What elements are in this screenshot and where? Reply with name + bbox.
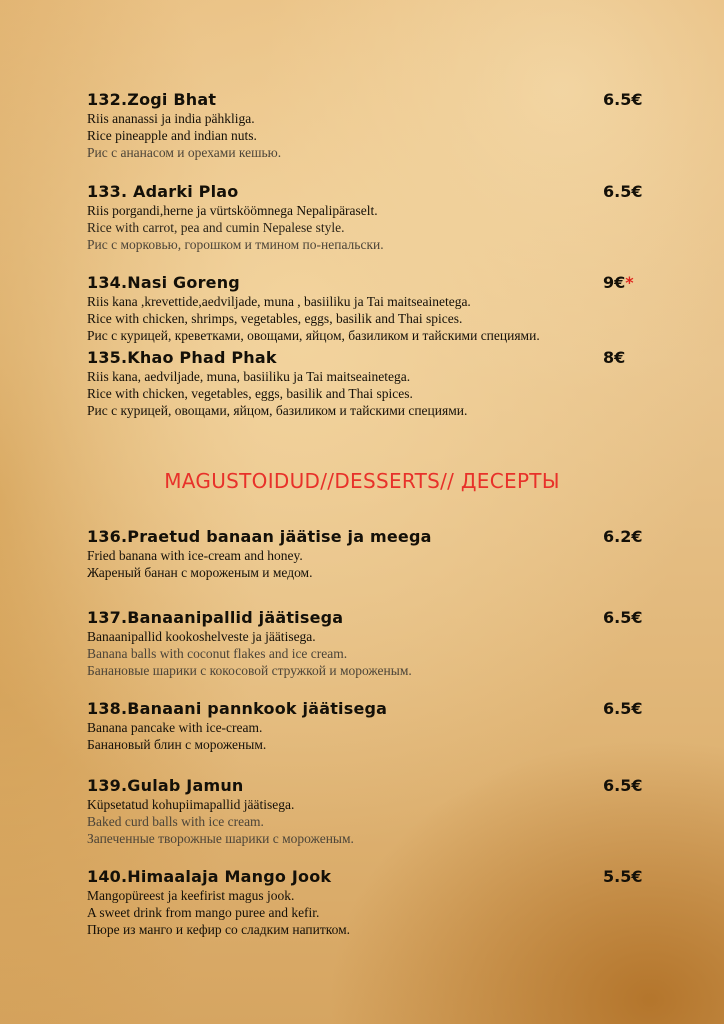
price-asterisk: * [625,273,634,292]
item-desc-et: Mangopüreest ja keefirist magus jook. [87,888,295,903]
item-desc-et: Riis kana, aedviljade, muna, basiiliku ja Tai maitseainetega. [87,369,411,384]
item-price: 8€ [603,348,626,367]
item-desc-en: Rice with chicken, shrimps, vegetables, eggs, basilik and Thai spices. [87,311,463,326]
desserts-section-heading: MAGUSTOIDUD//DESSERTS// ДЕСЕРТЫ [164,469,560,493]
item-desc-en: Rice pineapple and indian nuts. [87,128,257,143]
item-desc-ru: Банановый блин с мороженым. [87,737,267,752]
item-desc-en: Fried banana with ice-cream and honey. [87,548,303,563]
item-desc-en: Rice with carrot, pea and cumin Nepalese style. [87,220,345,235]
item-desc-ru: Рис с ананасом и орехами кешью. [87,145,282,160]
item-desc-ru: Жареный банан с мороженым и медом. [87,565,313,580]
item-price: 6.5€ [603,182,643,201]
item-price [603,273,634,292]
item-price: 5.5€ [603,867,643,886]
item-desc-ru: Рис с курицей, овощами, яйцом, базиликом и тайскими специями. [87,403,468,418]
item-desc-et: Riis ananassi ja india pähkliga. [87,111,255,126]
item-desc-et: Küpsetatud kohupiimapallid jäätisega. [87,797,295,812]
item-price: 6.5€ [603,776,643,795]
item-price-value: 9€ [603,273,626,292]
item-price: 6.5€ [603,608,643,627]
item-price: 6.5€ [603,699,643,718]
item-desc-ru: Банановые шарики с кокосовой стружкой и мороженым. [87,663,412,678]
item-title: 133. Adarki Plao [87,182,239,201]
item-desc-en: Rice with chicken, vegetables, eggs, basilik and Thai spices. [87,386,413,401]
item-title: 136.Praetud banaan jäätise ja meega [87,527,432,546]
item-desc-ru: Рис с курицей, креветками, овощами, яйцом, базиликом и тайскими специями. [87,328,540,343]
item-title: 137.Banaanipallid jäätisega [87,608,344,627]
item-desc-en: Banana balls with coconut flakes and ice cream. [87,646,348,661]
item-title: 135.Khao Phad Phak [87,348,277,367]
item-desc-ru: Пюре из манго и кефир со сладким напитком. [87,922,351,937]
item-desc-ru: Рис с морковью, горошком и тмином по-непальски. [87,237,384,252]
item-title: 138.Banaani pannkook jäätisega [87,699,388,718]
item-desc-ru: Запеченные творожные шарики с мороженым. [87,831,354,846]
item-desc-en: Banana pancake with ice-cream. [87,720,263,735]
item-price: 6.5€ [603,90,643,109]
item-desc-et: Riis kana ,krevettide,aedviljade, muna , basiiliku ja Tai maitseainetega. [87,294,471,309]
item-title: 139.Gulab Jamun [87,776,244,795]
item-desc-et: Riis porgandi,herne ja vürtsköömnega Nepalipäraselt. [87,203,378,218]
item-desc-et: Banaanipallid kookoshelveste ja jäätisega. [87,629,316,644]
item-desc-en: A sweet drink from mango puree and kefir. [87,905,320,920]
item-title: 134.Nasi Goreng [87,273,240,292]
item-title: 140.Himaalaja Mango Jook [87,867,332,886]
item-desc-en: Baked curd balls with ice cream. [87,814,264,829]
item-title: 132.Zogi Bhat [87,90,217,109]
item-price: 6.2€ [603,527,643,546]
